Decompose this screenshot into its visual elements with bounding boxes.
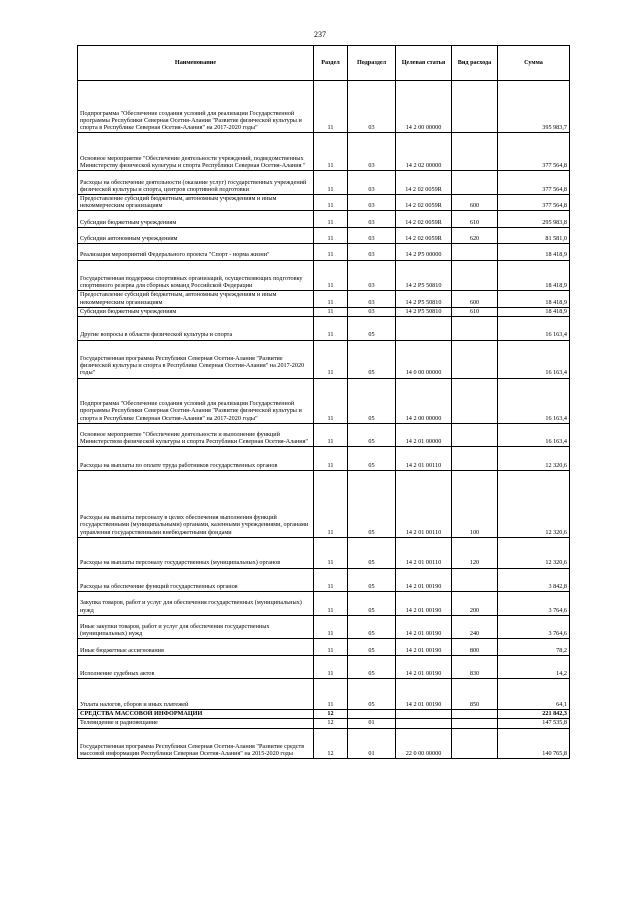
- cell-name: Исполнение судебных актов: [78, 655, 314, 679]
- cell-expense-type: [452, 340, 498, 378]
- cell-name: Иные закупки товаров, работ и услуг для обеспечения государственных (муниципальных) нужд: [78, 615, 314, 639]
- cell-target: [396, 316, 452, 340]
- cell-sum: 377 564,8: [498, 133, 570, 171]
- cell-target: 14 2 01 00110: [396, 470, 452, 537]
- cell-section: 12: [314, 728, 348, 759]
- cell-target: 14 2 01 00190: [396, 568, 452, 592]
- cell-subsection: 05: [348, 615, 396, 639]
- cell-expense-type: [452, 244, 498, 260]
- cell-expense-type: 830: [452, 655, 498, 679]
- header-sum: Сумма: [498, 46, 570, 81]
- cell-section: 11: [314, 307, 348, 316]
- cell-target: 14 2 01 00000: [396, 423, 452, 447]
- cell-section: 11: [314, 340, 348, 378]
- cell-section: 11: [314, 679, 348, 710]
- cell-name: Субсидии автономным учреждениям: [78, 227, 314, 243]
- cell-expense-type: [452, 728, 498, 759]
- cell-target: 14 2 P5 00000: [396, 244, 452, 260]
- table-row: [78, 447, 570, 471]
- cell-expense-type: 620: [452, 227, 498, 243]
- cell-name: Телевидение и радиовещание: [78, 719, 314, 728]
- cell-section: 11: [314, 171, 348, 195]
- cell-section: 11: [314, 470, 348, 537]
- cell-name: Расходы на выплаты по оплате труда работников государственных органов: [78, 447, 314, 471]
- cell-target: 14 2 P5 50810: [396, 260, 452, 291]
- cell-target: 14 0 00 00000: [396, 340, 452, 378]
- cell-expense-type: [452, 316, 498, 340]
- cell-subsection: 03: [348, 291, 396, 307]
- cell-section: 11: [314, 194, 348, 210]
- cell-name: Расходы на выплаты персоналу государственных (муниципальных) органов: [78, 537, 314, 568]
- cell-name: Закупка товаров, работ и услуг для обеспечения государственных (муниципальных) нужд: [78, 592, 314, 616]
- cell-subsection: 01: [348, 719, 396, 728]
- cell-subsection: 05: [348, 679, 396, 710]
- cell-section: 12: [314, 710, 348, 719]
- cell-section: 11: [314, 291, 348, 307]
- cell-sum: 221 842,3: [498, 710, 570, 719]
- table-row: [78, 194, 570, 210]
- cell-name: Предоставление субсидий бюджетным, автономным учреждениям и иным некоммерческим организациям: [78, 194, 314, 210]
- cell-subsection: 05: [348, 568, 396, 592]
- cell-expense-type: [452, 171, 498, 195]
- cell-expense-type: 120: [452, 537, 498, 568]
- table-header-row: [78, 46, 570, 81]
- cell-target: 14 2 01 00110: [396, 537, 452, 568]
- cell-section: 11: [314, 423, 348, 447]
- table-row: [78, 719, 570, 728]
- table-row: [78, 568, 570, 592]
- cell-subsection: 05: [348, 340, 396, 378]
- cell-section: 11: [314, 81, 348, 133]
- cell-sum: 147 535,8: [498, 719, 570, 728]
- cell-subsection: 01: [348, 728, 396, 759]
- cell-name: Субсидии бюджетным учреждениям: [78, 307, 314, 316]
- cell-sum: 16 163,4: [498, 340, 570, 378]
- cell-sum: 64,1: [498, 679, 570, 710]
- table-row: [78, 710, 570, 719]
- cell-subsection: 03: [348, 194, 396, 210]
- cell-section: 11: [314, 655, 348, 679]
- cell-section: 11: [314, 447, 348, 471]
- cell-name: Государственная программа Республики Северная Осетия-Алания "Развитие физической культуры и спорта в Республике Северная Осетия-Алания" на 2017-2020 годы": [78, 340, 314, 378]
- cell-target: 14 2 00 00000: [396, 378, 452, 423]
- table-row: [78, 655, 570, 679]
- cell-expense-type: 600: [452, 291, 498, 307]
- cell-subsection: 03: [348, 81, 396, 133]
- cell-target: 14 2 02 0059R: [396, 211, 452, 227]
- cell-expense-type: [452, 133, 498, 171]
- cell-target: [396, 710, 452, 719]
- cell-expense-type: 200: [452, 592, 498, 616]
- table-row: [78, 171, 570, 195]
- cell-target: 14 2 01 00190: [396, 679, 452, 710]
- cell-target: [396, 719, 452, 728]
- cell-target: 14 2 01 00190: [396, 615, 452, 639]
- cell-target: 14 2 02 0059R: [396, 194, 452, 210]
- cell-subsection: 05: [348, 447, 396, 471]
- cell-subsection: 05: [348, 378, 396, 423]
- cell-target: 14 2 02 0059R: [396, 227, 452, 243]
- cell-name: Государственная поддержка спортивных организаций, осуществляющих подготовку спортивного резерва для сборных команд Российской Федерации: [78, 260, 314, 291]
- cell-name: Подпрограмма "Обеспечение создания условий для реализации Государственной программы Республики Северная Осетия-Алания "Развитие физической культуры и спорта в Республике Северная Осетия-Алания" на 2017-2020 годы": [78, 378, 314, 423]
- table-row: [78, 639, 570, 655]
- cell-section: 11: [314, 568, 348, 592]
- cell-name: Расходы на выплаты персоналу в целях обеспечения выполнения функций государственными (муниципальными) органами, казенными учреждениями, органами управления государственными внебюджетными фондами: [78, 470, 314, 537]
- table-row: [78, 679, 570, 710]
- cell-sum: 395 983,7: [498, 81, 570, 133]
- cell-sum: 16 163,4: [498, 378, 570, 423]
- table-row: [78, 378, 570, 423]
- cell-section: 11: [314, 378, 348, 423]
- cell-section: 11: [314, 639, 348, 655]
- cell-expense-type: 800: [452, 639, 498, 655]
- cell-sum: 18 418,9: [498, 307, 570, 316]
- cell-section: 11: [314, 260, 348, 291]
- cell-name: Расходы на обеспечение функций государственных органов: [78, 568, 314, 592]
- cell-sum: 12 320,6: [498, 537, 570, 568]
- cell-sum: 14,2: [498, 655, 570, 679]
- cell-sum: 3 842,8: [498, 568, 570, 592]
- cell-subsection: 05: [348, 316, 396, 340]
- cell-subsection: 03: [348, 244, 396, 260]
- table-row: [78, 244, 570, 260]
- cell-name: Другие вопросы в области физической культуры и спорта: [78, 316, 314, 340]
- cell-target: 14 2 02 00000: [396, 133, 452, 171]
- table-row: [78, 592, 570, 616]
- cell-section: 11: [314, 133, 348, 171]
- cell-section: 11: [314, 244, 348, 260]
- cell-expense-type: 100: [452, 470, 498, 537]
- cell-sum: 377 564,8: [498, 171, 570, 195]
- cell-sum: 16 163,4: [498, 316, 570, 340]
- cell-sum: 18 418,9: [498, 291, 570, 307]
- cell-subsection: 03: [348, 260, 396, 291]
- cell-section: 11: [314, 592, 348, 616]
- cell-target: 22 0 00 00000: [396, 728, 452, 759]
- cell-sum: 140 765,8: [498, 728, 570, 759]
- table-row: [78, 291, 570, 307]
- cell-expense-type: [452, 423, 498, 447]
- budget-table-container: [77, 45, 569, 759]
- cell-target: 14 2 01 00190: [396, 655, 452, 679]
- cell-expense-type: 610: [452, 211, 498, 227]
- cell-expense-type: 600: [452, 194, 498, 210]
- cell-expense-type: 850: [452, 679, 498, 710]
- cell-name: Основное мероприятие "Обеспечение деятельности и выполнение функций Министерством физической культуры и спорта Республики Северная Осетия-Алания": [78, 423, 314, 447]
- table-row: [78, 211, 570, 227]
- budget-table: [77, 45, 570, 759]
- table-row: [78, 316, 570, 340]
- header-target: Целевая статья: [396, 46, 452, 81]
- table-row: [78, 537, 570, 568]
- table-row: [78, 133, 570, 171]
- cell-expense-type: [452, 81, 498, 133]
- cell-name: Уплата налогов, сборов и иных платежей: [78, 679, 314, 710]
- cell-section: 12: [314, 719, 348, 728]
- table-row: [78, 307, 570, 316]
- header-section: Раздел: [314, 46, 348, 81]
- cell-section: 11: [314, 227, 348, 243]
- cell-subsection: [348, 710, 396, 719]
- cell-subsection: 05: [348, 655, 396, 679]
- cell-section: 11: [314, 615, 348, 639]
- cell-subsection: 03: [348, 211, 396, 227]
- cell-target: 14 2 01 00190: [396, 639, 452, 655]
- cell-subsection: 03: [348, 133, 396, 171]
- cell-subsection: 05: [348, 423, 396, 447]
- cell-target: 14 2 01 00190: [396, 592, 452, 616]
- cell-sum: 18 418,9: [498, 260, 570, 291]
- cell-sum: 3 764,6: [498, 592, 570, 616]
- cell-name: Субсидии бюджетным учреждениям: [78, 211, 314, 227]
- cell-subsection: 03: [348, 307, 396, 316]
- cell-expense-type: [452, 710, 498, 719]
- cell-name: СРЕДСТВА МАССОВОЙ ИНФОРМАЦИИ: [78, 710, 314, 719]
- table-row: [78, 260, 570, 291]
- cell-sum: 81 581,0: [498, 227, 570, 243]
- cell-target: 14 2 00 00000: [396, 81, 452, 133]
- cell-sum: 295 983,8: [498, 211, 570, 227]
- cell-subsection: 03: [348, 227, 396, 243]
- table-row: [78, 423, 570, 447]
- cell-expense-type: [452, 378, 498, 423]
- cell-sum: 18 418,9: [498, 244, 570, 260]
- cell-name: Предоставление субсидий бюджетным, автономным учреждениям и иным некоммерческим организациям: [78, 291, 314, 307]
- table-row: [78, 227, 570, 243]
- cell-sum: 3 764,6: [498, 615, 570, 639]
- header-subsection: Подраздел: [348, 46, 396, 81]
- cell-name: Подпрограмма "Обеспечение создания условий для реализации Государственной программы Республики Северная Осетия-Алания "Развитие физической культуры и спорта в Республике Северная Осетия-Алания" на 2017-2020 годы": [78, 81, 314, 133]
- cell-subsection: 05: [348, 537, 396, 568]
- table-body: [78, 81, 570, 759]
- cell-subsection: 05: [348, 592, 396, 616]
- cell-sum: 377 564,8: [498, 194, 570, 210]
- table-row: [78, 615, 570, 639]
- cell-sum: 16 163,4: [498, 423, 570, 447]
- table-row: [78, 81, 570, 133]
- table-row: [78, 470, 570, 537]
- cell-subsection: 05: [348, 639, 396, 655]
- cell-section: 11: [314, 211, 348, 227]
- cell-expense-type: [452, 568, 498, 592]
- cell-target: 14 2 02 0059R: [396, 171, 452, 195]
- cell-expense-type: 610: [452, 307, 498, 316]
- header-expense-type: Вид расхода: [452, 46, 498, 81]
- cell-target: 14 2 P5 50810: [396, 307, 452, 316]
- cell-subsection: 03: [348, 171, 396, 195]
- cell-section: 11: [314, 537, 348, 568]
- header-name: Наименование: [78, 46, 314, 81]
- cell-name: Государственная программа Республики Северная Осетия-Алания "Развитие средств массовой информации Республики Северная Осетия-Алания" на 2015-2020 годы: [78, 728, 314, 759]
- table-row: [78, 728, 570, 759]
- cell-section: 11: [314, 316, 348, 340]
- cell-name: Иные бюджетные ассигнования: [78, 639, 314, 655]
- cell-sum: 78,2: [498, 639, 570, 655]
- cell-subsection: 05: [348, 470, 396, 537]
- cell-target: 14 2 01 00110: [396, 447, 452, 471]
- page-number: 237: [314, 30, 326, 39]
- cell-expense-type: [452, 260, 498, 291]
- cell-expense-type: [452, 447, 498, 471]
- cell-sum: 12 320,6: [498, 447, 570, 471]
- cell-expense-type: [452, 719, 498, 728]
- cell-name: Расходы на обеспечение деятельности (оказание услуг) государственных учреждений физической культуры и спорта, центров спортивной подготовки: [78, 171, 314, 195]
- cell-target: 14 2 P5 50810: [396, 291, 452, 307]
- cell-sum: 12 320,6: [498, 470, 570, 537]
- cell-expense-type: 240: [452, 615, 498, 639]
- cell-name: Основное мероприятие "Обеспечение деятельности учреждений, подведомственных Министерству физической культуры и спорта Республики Северная Осетия-Алания ": [78, 133, 314, 171]
- table-row: [78, 340, 570, 378]
- cell-name: Реализация мероприятий Федерального проекта "Спорт - норма жизни": [78, 244, 314, 260]
